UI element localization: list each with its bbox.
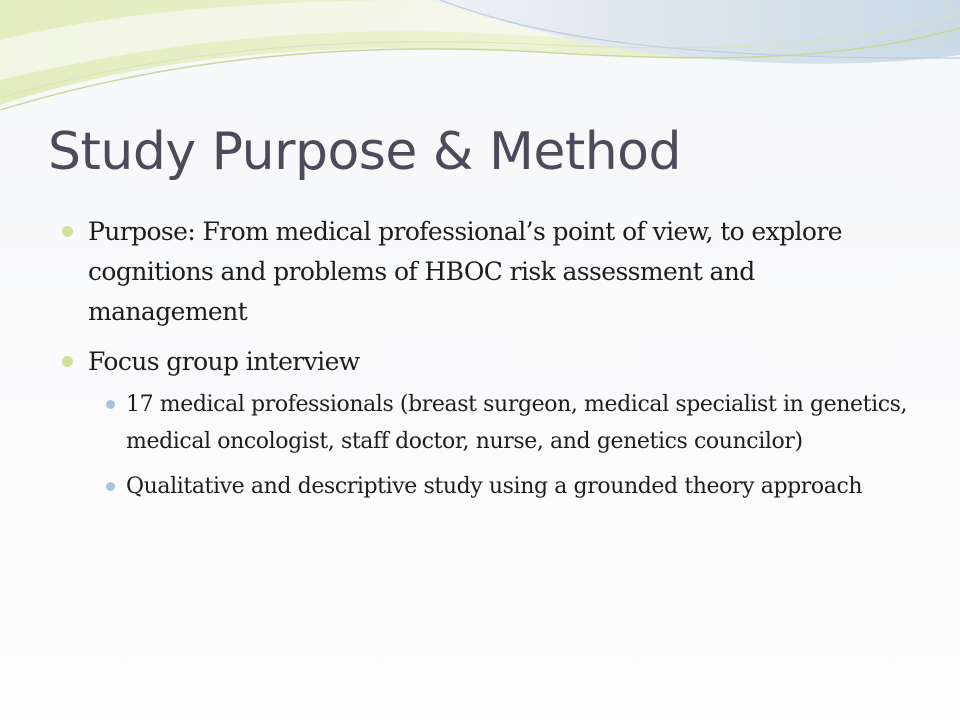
bullet-dot-icon: [62, 226, 73, 237]
bullet-text: Focus group interview: [88, 347, 360, 376]
bullet-dot-icon: [62, 356, 73, 367]
header-wave-decoration: [0, 0, 960, 130]
slide-title: Study Purpose & Method: [48, 122, 681, 182]
sub-bullet-list: [88, 386, 920, 505]
slide-body: [60, 212, 920, 515]
bullet-list: [60, 212, 920, 505]
sub-bullet-dot-icon: [106, 482, 115, 491]
bullet-item-purpose: [60, 212, 920, 332]
sub-bullet-text: Qualitative and descriptive study using a grounded theory approach: [126, 474, 863, 499]
sub-bullet-item-study-design: [88, 468, 920, 505]
bullet-item-focus-group: [60, 342, 920, 505]
bullet-text: Purpose: From medical professional’s point of view, to explore cognitions and problems of HBOC risk assessment and management: [88, 217, 842, 326]
sub-bullet-item-participants: [88, 386, 920, 460]
sub-bullet-dot-icon: [106, 400, 115, 409]
sub-bullet-text: 17 medical professionals (breast surgeon, medical specialist in genetics, medical oncologist, staff doctor, nurse, and genetics councilor): [126, 392, 908, 454]
